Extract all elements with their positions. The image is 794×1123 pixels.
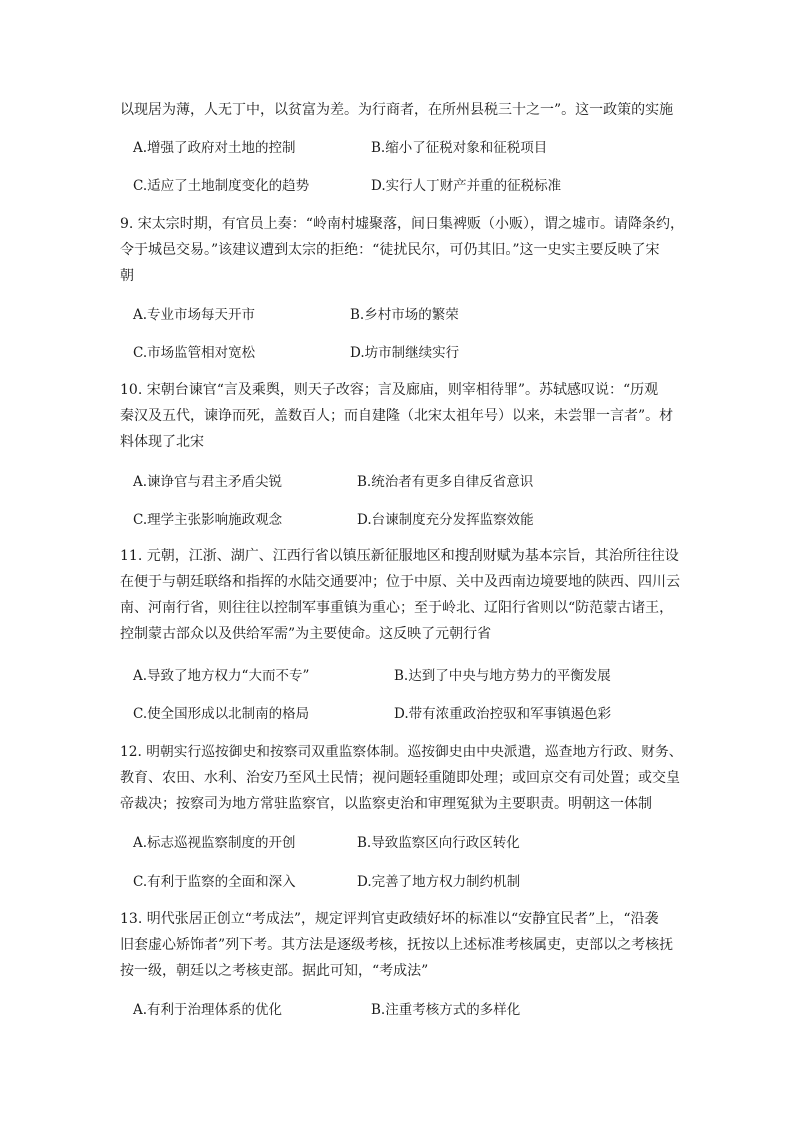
q8-option-d[interactable]: D.实行人丁财产并重的征税标准 xyxy=(371,178,562,194)
q12-option-d[interactable]: D.完善了地方权力制约机制 xyxy=(357,874,521,890)
q13-option-a[interactable]: A.有利于治理体系的优化 xyxy=(133,1002,283,1018)
q13-option-b[interactable]: B.注重考核方式的多样化 xyxy=(371,1002,521,1018)
q12-option-b[interactable]: B.导致监察区向行政区转化 xyxy=(357,835,520,851)
q11-stem-line: 控制蒙古部众以及供给军需”为主要使命。这反映了元朝行省 xyxy=(120,626,492,642)
q9-stem-line: 令于城邑交易。”该建议遭到太宗的拒绝：“徒扰民尔，可仍其旧。”这一史实主要反映了宋 xyxy=(120,242,660,258)
q11-stem-line: 在便于与朝廷联络和指挥的水陆交通要冲；位于中原、关中及西南边境要地的陕西、四川云 xyxy=(120,574,680,590)
q11-option-d[interactable]: D.带有浓重政治控驭和军事镇遏色彩 xyxy=(394,706,612,722)
q10-option-c[interactable]: C.理学主张影响施政观念 xyxy=(133,512,283,528)
q8-option-c[interactable]: C.适应了土地制度变化的趋势 xyxy=(133,178,310,194)
q10-option-a[interactable]: A.谏诤官与君主矛盾尖锐 xyxy=(133,474,283,490)
q11-stem-line: 南、河南行省，则往往以控制军事重镇为重心；至于岭北、辽阳行省则以“防范蒙古诸王， xyxy=(120,600,674,616)
q13-stem-line: 13. 明代张居正创立“考成法”，规定评判官吏政绩好坏的标准以“安静宜民者”上，“沿袭 xyxy=(120,911,659,927)
q8-stem-line: 以现居为薄，人无丁中，以贫富为差。为行商者，在所州县税三十之一”。这一政策的实施 xyxy=(120,102,674,118)
q10-stem-line: 料体现了北宋 xyxy=(120,434,204,450)
q9-option-a[interactable]: A.专业市场每天开市 xyxy=(133,307,256,323)
q11-stem-line: 11. 元朝，江浙、湖广、江西行省以镇压新征服地区和搜刮财赋为基本宗旨，其治所往往设 xyxy=(120,548,679,564)
q10-option-d[interactable]: D.台谏制度充分发挥监察效能 xyxy=(357,512,534,528)
q12-stem-line: 帝裁决；按察司为地方常驻监察官，以监察吏治和审理冤狱为主要职责。明朝这一体制 xyxy=(120,796,652,812)
q9-stem-line: 9. 宋太宗时期，有官员上奏：“岭南村墟聚落，间日集裨贩（小贩），谓之墟市。请降条约， xyxy=(120,216,684,232)
q10-option-b[interactable]: B.统治者有更多自律反省意识 xyxy=(357,474,534,490)
q9-option-c[interactable]: C.市场监管相对宽松 xyxy=(133,345,256,361)
q12-stem-line: 教育、农田、水利、治安乃至风土民情；视问题轻重随即处理；或回京交有司处置；或交皇 xyxy=(120,770,680,786)
q13-stem-line: 按一级，朝廷以之考核吏部。据此可知，“考成法” xyxy=(120,963,429,979)
q11-option-c[interactable]: C.使全国形成以北制南的格局 xyxy=(133,706,310,722)
q13-stem-line: 旧套虚心矫饰者”列下考。其方法是逐级考核，抚按以上述标准考核属吏，吏部以之考核抚 xyxy=(120,937,674,953)
q11-option-b[interactable]: B.达到了中央与地方势力的平衡发展 xyxy=(394,668,611,684)
q12-stem-line: 12. 明朝实行巡按御史和按察司双重监察体制。巡按御史由中央派遣，巡查地方行政、财务、 xyxy=(120,744,683,760)
q8-option-a[interactable]: A.增强了政府对土地的控制 xyxy=(133,140,296,156)
q12-option-a[interactable]: A.标志巡视监察制度的开创 xyxy=(133,835,296,851)
q8-option-b[interactable]: B.缩小了征税对象和征税项目 xyxy=(371,140,548,156)
q10-stem-line: 10. 宋朝台谏官“言及乘舆，则天子改容；言及廊庙，则宰相待罪”。苏轼感叹说：“历观 xyxy=(120,382,659,398)
q9-stem-line: 朝 xyxy=(120,268,134,284)
q10-stem-line: 秦汉及五代，谏诤而死，盖数百人；而自建隆（北宋太祖年号）以来，未尝罪一言者”。材 xyxy=(120,408,674,424)
q12-option-c[interactable]: C.有利于监察的全面和深入 xyxy=(133,874,296,890)
q11-option-a[interactable]: A.导致了地方权力“大而不专” xyxy=(133,668,310,684)
q9-option-d[interactable]: D.坊市制继续实行 xyxy=(350,345,460,361)
q9-option-b[interactable]: B.乡村市场的繁荣 xyxy=(350,307,459,323)
